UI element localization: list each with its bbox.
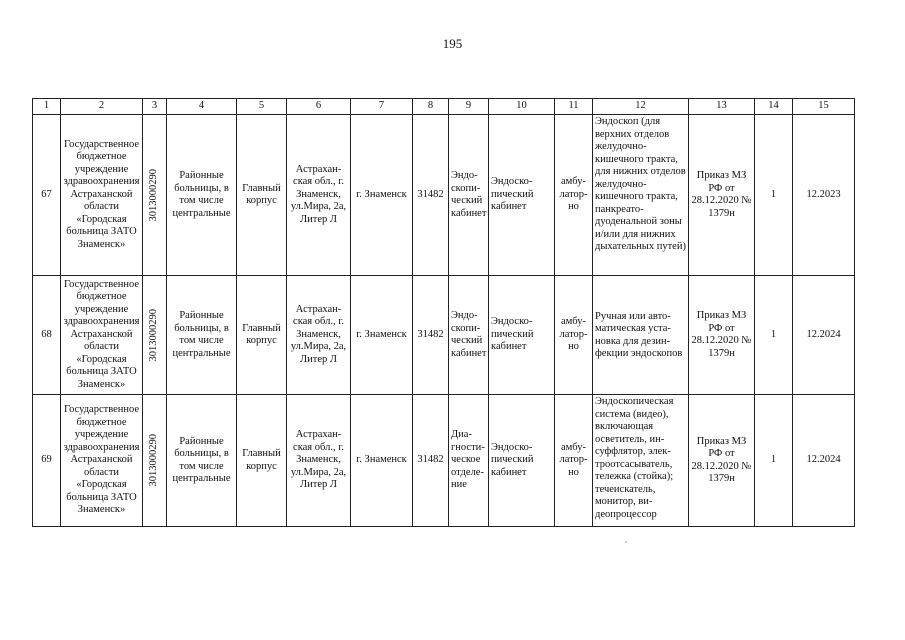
column-header: 2: [61, 99, 143, 115]
column-header: 14: [755, 99, 793, 115]
unit-cell: Эндоскопический кабинет: [449, 276, 489, 395]
code-text: 3013000290: [148, 308, 160, 362]
date-cell: 12.2023: [793, 115, 855, 276]
column-header: 11: [555, 99, 593, 115]
column-header: 15: [793, 99, 855, 115]
postcode-cell: 31482: [413, 115, 449, 276]
address-cell: Астраханская обл., г. Знаменск, ул.Мира, 2а, Литер Л: [287, 115, 351, 276]
hospital-type-cell: Районные больницы, в том числе центральные: [167, 276, 237, 395]
organization-cell: Государственное бюджетное учреждение здравоохранения Астраханской области «Городская больница ЗАТО Знаменск»: [61, 395, 143, 527]
quantity-cell: 1: [755, 395, 793, 527]
order-cell: Приказ МЗ РФ от 28.12.2020 № 1379н: [689, 115, 755, 276]
address-cell: Астраханская обл., г. Знаменск, ул.Мира, 2а, Литер Л: [287, 395, 351, 527]
hospital-type-cell: Районные больницы, в том числе центральные: [167, 395, 237, 527]
date-cell: 12.2024: [793, 276, 855, 395]
care-type-cell: амбулаторно: [555, 115, 593, 276]
column-header: 12: [593, 99, 689, 115]
equipment-cell: Эндоскоп (для верхних отделов желудочно-кишечного тракта, для нижних отделов желудочно-кишечного тракта, панкреатодуоденальной зоны и/или для нижних дыхательных путей): [593, 115, 689, 276]
column-header: 13: [689, 99, 755, 115]
city-cell: г. Знаменск: [351, 115, 413, 276]
order-cell: Приказ МЗ РФ от 28.12.2020 № 1379н: [689, 395, 755, 527]
quantity-cell: 1: [755, 276, 793, 395]
quantity-cell: 1: [755, 115, 793, 276]
equipment-cell: Ручная или автоматическая установка для дезинфекции эндоскопов: [593, 276, 689, 395]
building-cell: Главный корпус: [237, 115, 287, 276]
code-cell: [143, 276, 167, 395]
department-cell: Эндоскопический кабинет: [489, 115, 555, 276]
department-cell: Эндоскопический кабинет: [489, 395, 555, 527]
city-cell: г. Знаменск: [351, 395, 413, 527]
unit-cell: Диагностическое отделение: [449, 395, 489, 527]
table-row: [33, 395, 855, 527]
order-cell: Приказ МЗ РФ от 28.12.2020 № 1379н: [689, 276, 755, 395]
date-cell: 12.2024: [793, 395, 855, 527]
table-row: [33, 276, 855, 395]
column-header: 3: [143, 99, 167, 115]
organization-cell: Государственное бюджетное учреждение здравоохранения Астраханской области «Городская больница ЗАТО Знаменск»: [61, 276, 143, 395]
care-type-cell: амбулаторно: [555, 276, 593, 395]
page-number: 195: [442, 36, 463, 51]
column-number-row: [33, 99, 855, 115]
column-header: 6: [287, 99, 351, 115]
unit-cell: Эндоскопический кабинет: [449, 115, 489, 276]
hospital-type-cell: Районные больницы, в том числе центральные: [167, 115, 237, 276]
row-number-cell: 69: [33, 395, 61, 527]
postcode-cell: 31482: [413, 276, 449, 395]
column-header: 10: [489, 99, 555, 115]
equipment-registry-table: [32, 98, 855, 527]
address-cell: Астраханская обл., г. Знаменск, ул.Мира, 2а, Литер Л: [287, 276, 351, 395]
column-header: 1: [33, 99, 61, 115]
equipment-cell: Эндоскопическая система (видео), включающая осветитель, инсуффлятор, электроотсасыватель, тележка (стойка); течеискатель, монитор, видеопроцессор: [593, 395, 689, 527]
department-cell: Эндоскопический кабинет: [489, 276, 555, 395]
column-header: 5: [237, 99, 287, 115]
column-header: 9: [449, 99, 489, 115]
column-header: 8: [413, 99, 449, 115]
code-text: 3013000290: [148, 168, 160, 222]
code-text: 3013000290: [148, 434, 160, 487]
postcode-cell: 31482: [413, 395, 449, 527]
column-header: 4: [167, 99, 237, 115]
row-number-cell: 67: [33, 115, 61, 276]
care-type-cell: амбулаторно: [555, 395, 593, 527]
table-row: [33, 115, 855, 276]
city-cell: г. Знаменск: [351, 276, 413, 395]
building-cell: Главный корпус: [237, 276, 287, 395]
building-cell: Главный корпус: [237, 395, 287, 527]
scan-speck: [625, 541, 627, 543]
code-cell: [143, 115, 167, 276]
column-header: 7: [351, 99, 413, 115]
row-number-cell: 68: [33, 276, 61, 395]
code-cell: [143, 395, 167, 527]
organization-cell: Государственное бюджетное учреждение здравоохранения Астраханской области «Городская больница ЗАТО Знаменск»: [61, 115, 143, 276]
